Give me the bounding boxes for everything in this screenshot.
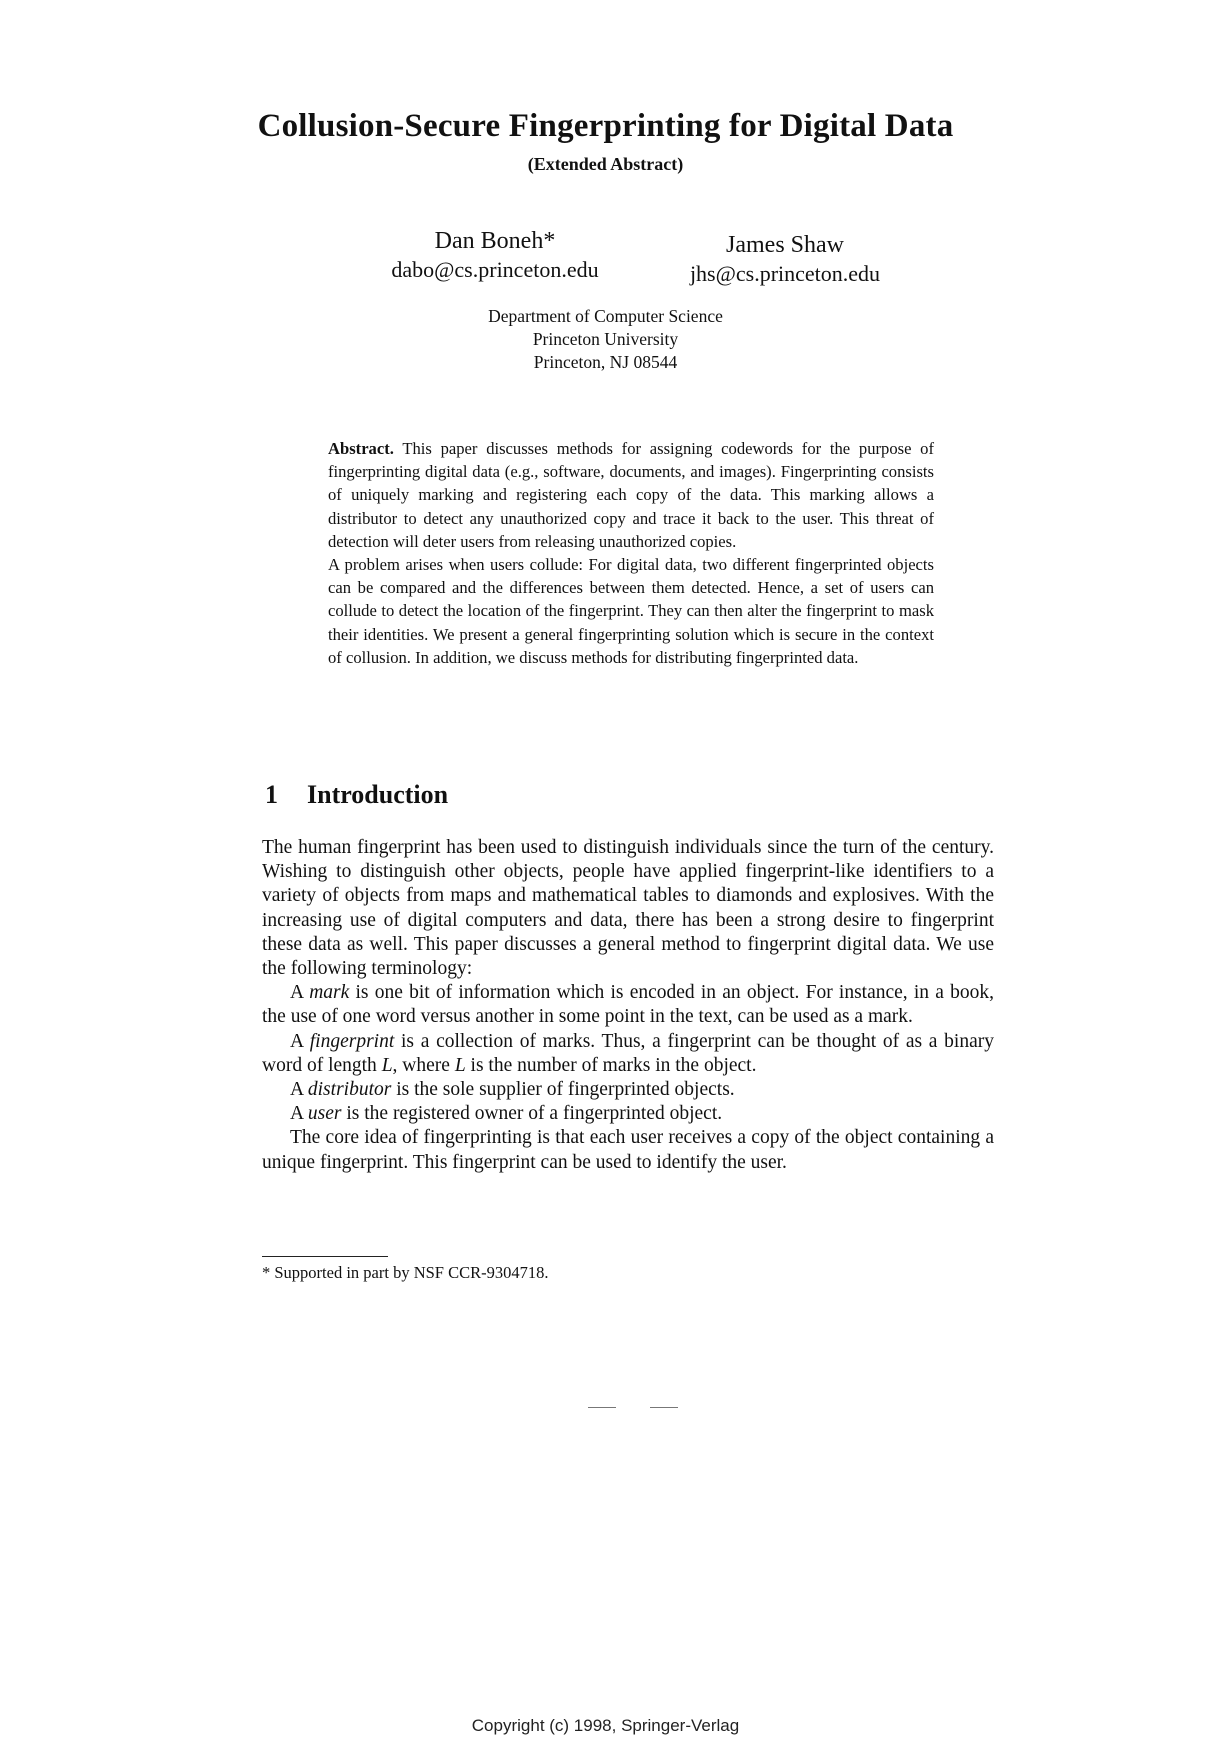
author-block-2 <box>660 232 910 287</box>
math-L: L <box>381 1054 393 1076</box>
author-email: dabo@cs.princeton.edu <box>391 257 599 282</box>
affiliation-line: Princeton, NJ 08544 <box>533 352 678 372</box>
affiliation <box>0 305 1211 374</box>
abstract-text: This paper discusses methods for assigning codewords for the purpose of fingerprinting digital data (e.g., software, documents, and images). Fingerprinting consists of uniquely marking and registering each copy of the data. This marking allows a distributor to detect any unauthorized copy and trace it back to the user. This threat of detection will deter users from releasing unauthorized copies. <box>328 439 935 551</box>
text-run: , where <box>392 1054 455 1076</box>
section-number: 1 <box>265 780 278 809</box>
math-L: L <box>454 1054 466 1076</box>
paper-title: Collusion-Secure Fingerprinting for Digital Data <box>257 108 954 144</box>
term-user: user <box>307 1103 342 1125</box>
text-run: A <box>290 1079 308 1101</box>
term-distributor: distributor <box>307 1079 392 1101</box>
text-run: is one bit of information which is encoded in an object. For instance, in a book, the use of one word versus another in some point in the text, can be used as a mark. <box>262 982 994 1028</box>
copyright-notice: Copyright (c) 1998, Springer-Verlag <box>471 1716 740 1735</box>
term-mark: mark <box>309 982 350 1004</box>
section-title: Introduction <box>307 780 449 809</box>
term-fingerprint: fingerprint <box>309 1030 395 1052</box>
text-run: A <box>290 1030 310 1052</box>
section-heading <box>265 780 448 810</box>
definition-fingerprint <box>262 1030 994 1078</box>
body-paragraph: The core idea of fingerprinting is that each user receives a copy of the object containing a unique fingerprint. This fingerprint can be used to identify the user. <box>262 1127 994 1173</box>
author-name: James Shaw <box>726 232 844 258</box>
text-run: is a collection of marks. Thus, a fingerprint can be thought of as a binary word of length <box>262 1030 994 1076</box>
text-run: is the number of marks in the object. <box>465 1054 757 1076</box>
scan-mark <box>588 1407 616 1408</box>
body-paragraph: The human fingerprint has been used to distinguish individuals since the turn of the century. Wishing to distinguish other objects, people have applied fingerprint-like identifiers to a variety of objects from maps and mathematical tables to diamonds and explosives. With the increasing use of digital computers and data, there has been a strong desire to fingerprint these data as well. This paper discusses a general method to fingerprint digital data. We use the following terminology: <box>262 837 994 980</box>
affiliation-line: Princeton University <box>532 329 679 349</box>
affiliation-line: Department of Computer Science <box>488 306 723 326</box>
text-run: A <box>290 982 310 1004</box>
paper-subtitle: (Extended Abstract) <box>527 154 684 174</box>
abstract-paragraph-2: A problem arises when users collude: For digital data, two different fingerprinted objects can be compared and the differences between them detected. Hence, a set of users can collude to detect the location of the fingerprint. They can then alter the fingerprint to mask their identities. We present a general fingerprinting solution which is secure in the context of collusion. In addition, we discuss methods for distributing fingerprinted data. <box>328 555 934 667</box>
author-block-1 <box>370 228 620 283</box>
footnote-rule <box>262 1256 388 1257</box>
author-email: jhs@cs.princeton.edu <box>689 261 881 286</box>
text-run: is the sole supplier of fingerprinted objects. <box>391 1079 735 1101</box>
text-run: A <box>290 1103 308 1125</box>
abstract-paragraph-1 <box>328 437 934 553</box>
footnote: * Supported in part by NSF CCR-9304718. <box>262 1263 549 1282</box>
scan-mark <box>650 1407 678 1408</box>
definition-user <box>262 1102 994 1126</box>
abstract <box>328 437 934 669</box>
abstract-label: Abstract. <box>328 439 394 458</box>
definition-mark <box>262 981 994 1029</box>
body-text <box>262 836 994 1175</box>
text-run: is the registered owner of a fingerprinted object. <box>341 1103 723 1125</box>
author-name: Dan Boneh* <box>434 228 556 254</box>
definition-distributor <box>262 1078 994 1102</box>
